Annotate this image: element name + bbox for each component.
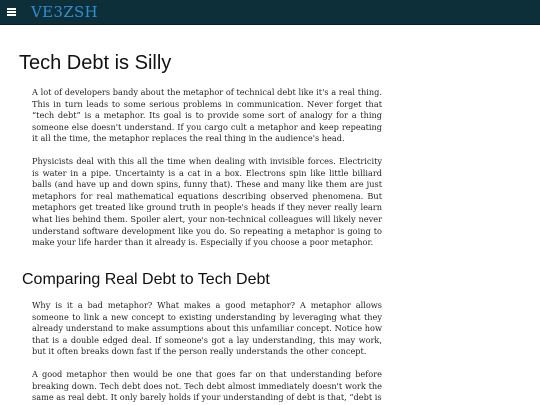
- hamburger-menu-icon[interactable]: [7, 8, 16, 16]
- article-paragraph: A lot of developers bandy about the metaphor of technical debt like it's a real thing. This in turn leads to some serious problems in communication. Never forget that “tech debt” is a metaphor. Its goal is to provide some sort of analogy for a thing someone else doesn't understand. If you cargo cult a metaphor and keep repeating it all the time, the metaphor replaces the real thing in the audience's head.: [32, 87, 382, 144]
- article-paragraph: Physicists deal with this all the time when dealing with invisible forces. Electricity is water in a pipe. Uncertainty is a cat in a box. Electrons spin like little billiard balls (and have up and down spins, funny that). These and many like them are just metaphors for real mathematical equations describing observed phenomena. But metaphors get treated like ground truth in people's heads if they never really learn what lies behind them. Spoiler alert, your non-technical colleagues will likely never understand software development like you do. So repeating a metaphor is going to make your life harder than it already is. Especially if you choose a poor metaphor.: [32, 156, 382, 248]
- section-heading: Comparing Real Debt to Tech Debt: [22, 271, 270, 288]
- top-navigation-bar: [0, 0, 540, 25]
- section-paragraph: Why is it a bad metaphor? What makes a good metaphor? A metaphor allows someone to link a new concept to existing understanding by leveraging what they already understand to make assumptions about this unfamiliar concept. Notice how that is a double edged deal. If someone's got a lay understanding, this may work, but it often breaks down fast if the person really understands the other concept.: [32, 300, 382, 357]
- article-content: [0, 25, 540, 405]
- article-title: Tech Debt is Silly: [19, 52, 172, 74]
- section-paragraph: A good metaphor then would be one that goes far on that understanding before breaking down. Tech debt does not. Tech debt almost immediately doesn't work the same as real debt. It only barely holds if your understanding of debt is that, “debt is: [32, 369, 382, 403]
- site-logo[interactable]: VE3ZSH: [31, 3, 98, 21]
